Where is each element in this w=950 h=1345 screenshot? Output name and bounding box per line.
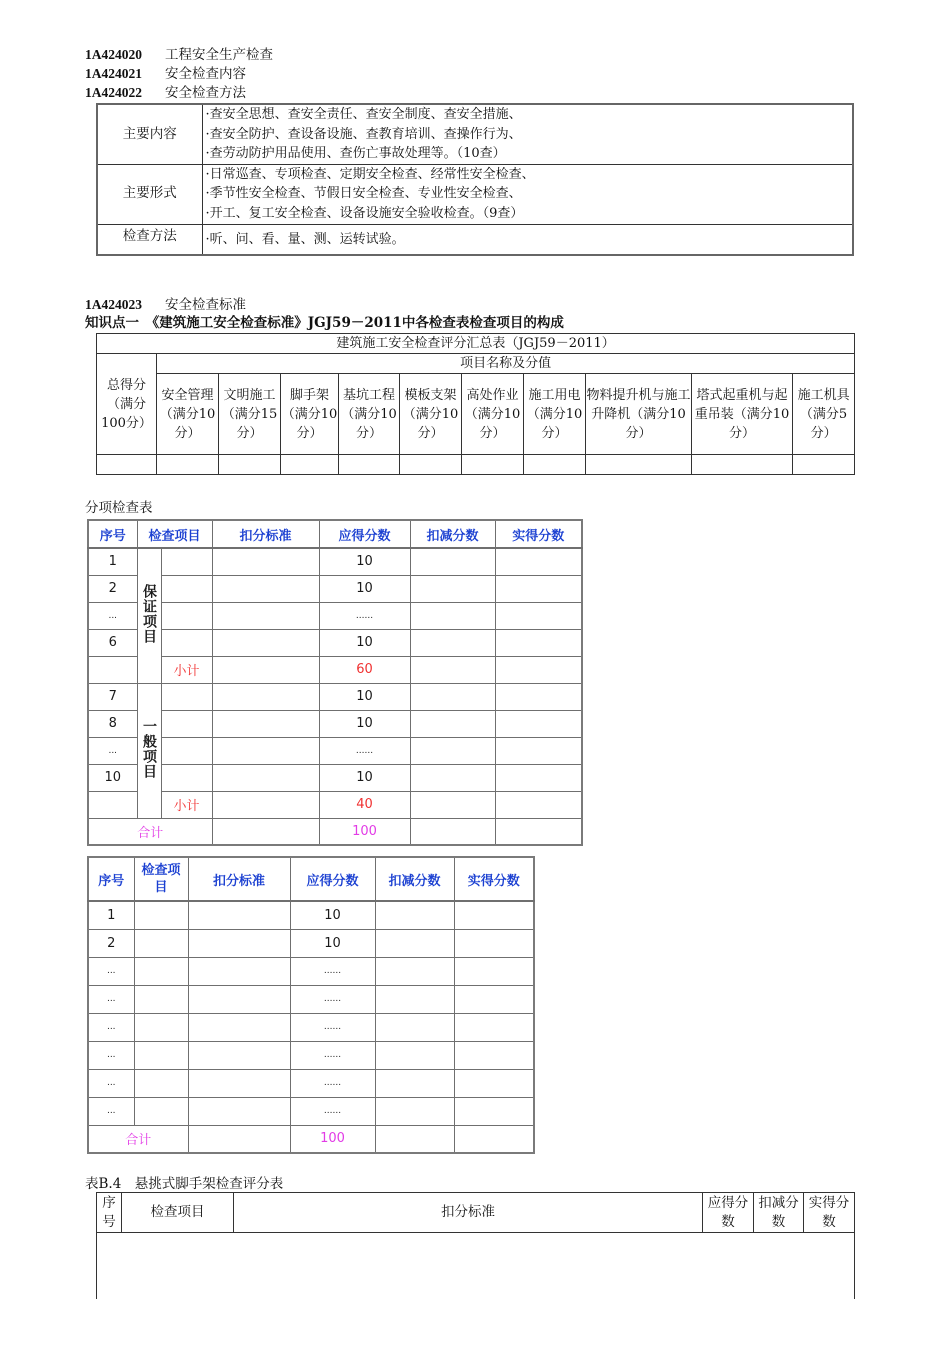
table-row: 检查方法 ·听、问、看、量、测、运转试验。: [97, 224, 853, 255]
col-header: 扣减分数: [410, 520, 495, 548]
table-group-row: [97, 354, 855, 374]
col-header: 安全管理（满分10分）: [157, 374, 219, 455]
table-title-row: [97, 334, 855, 354]
col-header: 序号: [88, 520, 137, 548]
table-title: 建筑施工安全检查评分汇总表（JGJ59－2011）: [97, 334, 855, 354]
col-header: 扣减分数: [754, 1193, 804, 1233]
heading-1a424023: 1A424023 安全检查标准: [85, 297, 246, 313]
row-label: 检查方法: [97, 224, 202, 255]
col-header: 高处作业（满分10分）: [462, 374, 524, 455]
subitem-check-table: [87, 519, 583, 846]
col-header: 基坑工程（满分10分）: [339, 374, 400, 455]
col-header: 应得分数: [703, 1193, 754, 1233]
col-header: 脚手架（满分10分）: [281, 374, 339, 455]
col-header: 模板支架（满分10分）: [400, 374, 462, 455]
col-header: 物料提升机与施工升降机（满分10分）: [586, 374, 692, 455]
row-label: 主要形式: [97, 164, 202, 224]
header-row: [97, 1193, 855, 1233]
table-row: 7 一般项目 10: [88, 683, 582, 710]
table-row: 1 10: [88, 901, 534, 929]
col-header: 文明施工（满分15分）: [219, 374, 281, 455]
col-header: 应得分数: [319, 520, 410, 548]
group-label: 保证项目: [137, 548, 161, 683]
col-header: 应得分数: [290, 857, 375, 901]
knowledge-point: 知识点一 《建筑施工安全检查标准》JGJ59－2011中各检查表检查项目的构成: [85, 315, 564, 331]
inspection-methods-table: [96, 103, 854, 256]
col-header: 扣分标准: [212, 520, 319, 548]
cantilever-scaffold-table: [96, 1192, 855, 1299]
table-row: 主要形式 ·日常巡查、专项检查、定期安全检查、经常性安全检查、 ·季节性安全检查、节假日安全检查、专业性安全检查、 ·开工、复工安全检查、设备设施安全验收检查。（9查）: [97, 164, 853, 224]
table-row: 10 10: [88, 764, 582, 791]
heading-1a424021: 1A424021 安全检查内容: [85, 66, 246, 82]
column-header-row: [97, 374, 855, 455]
col-header: 序号: [88, 857, 134, 901]
col-header: 实得分数: [804, 1193, 855, 1233]
group-label: 一般项目: [137, 683, 161, 818]
col-header: 实得分数: [495, 520, 582, 548]
table-row: ... ......: [88, 1041, 534, 1069]
total-score-header: 总得分（满分100分）: [97, 354, 157, 455]
col-header: 检查项目: [137, 520, 212, 548]
col-header: 扣分标准: [188, 857, 290, 901]
subtotal-row: 小计 40: [88, 791, 582, 818]
col-header: 检查项目: [122, 1193, 234, 1233]
table-row: 8 10: [88, 710, 582, 737]
col-header: 扣分标准: [234, 1193, 703, 1233]
subitem-caption: 分项检查表: [85, 500, 153, 516]
col-header: 施工用电（满分10分）: [524, 374, 586, 455]
table-row: [97, 455, 855, 475]
summary-score-table: [96, 333, 855, 475]
table-row: ... ......: [88, 602, 582, 629]
table-row: ... ......: [88, 1013, 534, 1041]
row-label: 主要内容: [97, 104, 202, 164]
table-row: ... ......: [88, 1097, 534, 1125]
table-row: ... ......: [88, 985, 534, 1013]
col-header: 施工机具（满分5分）: [793, 374, 855, 455]
header-row: [88, 520, 582, 548]
table-row: 2 10: [88, 929, 534, 957]
table-b4-caption: 表B.4 悬挑式脚手架检查评分表: [85, 1176, 284, 1192]
table-row: ... ......: [88, 737, 582, 764]
heading-1a424022: 1A424022 安全检查方法: [85, 85, 246, 101]
general-check-table: [87, 856, 535, 1154]
table-row: 1 保证项目 10: [88, 548, 582, 575]
table-row: [97, 1233, 855, 1299]
subtotal-row: 小计 60: [88, 656, 582, 683]
total-row: 合计 100: [88, 818, 582, 845]
table-row: 主要内容 ·查安全思想、查安全责任、查安全制度、查安全措施、 ·查安全防护、查设备设施、查教育培训、查操作行为、 ·查劳动防护用品使用、查伤亡事故处理等。（10查）: [97, 104, 853, 164]
col-header: 检查项目: [134, 857, 188, 901]
heading-1a424020: 1A424020 工程安全生产检查: [85, 47, 273, 63]
total-row: 合计 100: [88, 1125, 534, 1153]
table-row: 2 10: [88, 575, 582, 602]
table-row: 6 10: [88, 629, 582, 656]
header-row: [88, 857, 534, 901]
table-row: ... ......: [88, 957, 534, 985]
col-header: 实得分数: [454, 857, 534, 901]
group-header: 项目名称及分值: [157, 354, 855, 374]
col-header: 扣减分数: [375, 857, 454, 901]
table-row: ... ......: [88, 1069, 534, 1097]
col-header: 序号: [97, 1193, 122, 1233]
col-header: 塔式起重机与起重吊装（满分10分）: [692, 374, 793, 455]
